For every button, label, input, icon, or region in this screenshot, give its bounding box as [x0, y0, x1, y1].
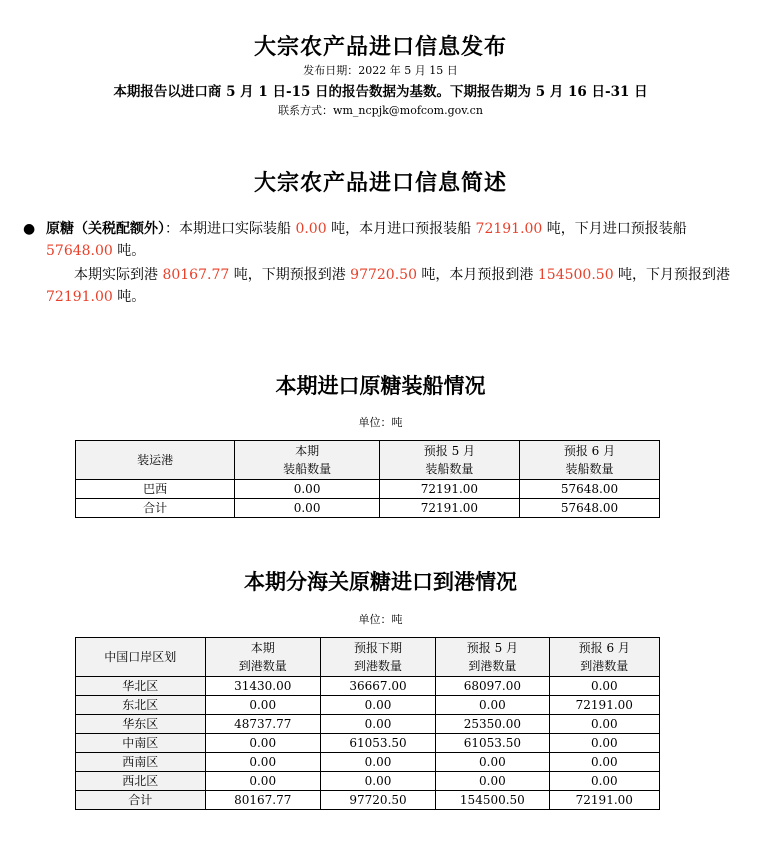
- table-header-row: [76, 638, 660, 677]
- table-cell: 154500.50: [436, 791, 549, 810]
- table-cell: 中南区: [76, 734, 206, 753]
- table-cell: 72191.00: [379, 480, 519, 499]
- summary-block: [23, 218, 736, 308]
- column-header: 中国口岸区划: [76, 638, 206, 677]
- table-cell: 57648.00: [519, 480, 659, 499]
- table-cell: 31430.00: [205, 677, 320, 696]
- summary-text: 吨，下月进口预报装船: [542, 221, 687, 237]
- table-cell: 0.00: [205, 772, 320, 791]
- table-cell: 36667.00: [320, 677, 435, 696]
- table-cell: 西北区: [76, 772, 206, 791]
- table-cell: 0.00: [549, 715, 659, 734]
- table-cell: 72191.00: [549, 696, 659, 715]
- value-next-period-arrival: 97720.50: [350, 267, 417, 283]
- table-row: [76, 715, 660, 734]
- table-cell: 0.00: [320, 753, 435, 772]
- summary-text: 吨，下月预报到港: [613, 267, 731, 283]
- table-cell: 合计: [76, 499, 235, 518]
- summary-text: 吨。: [112, 243, 146, 259]
- table-cell: 0.00: [320, 696, 435, 715]
- table-cell: 97720.50: [320, 791, 435, 810]
- summary-title: 大宗农产品进口信息简述: [253, 170, 507, 196]
- table-cell: 0.00: [549, 734, 659, 753]
- table-cell: 0.00: [235, 499, 380, 518]
- table-cell: 61053.50: [436, 734, 549, 753]
- table-row: [76, 772, 660, 791]
- value-month-arrival: 154500.50: [537, 267, 614, 283]
- table-row: [76, 480, 660, 499]
- table-row: [76, 696, 660, 715]
- table-cell: 西南区: [76, 753, 206, 772]
- table-cell: 25350.00: [436, 715, 549, 734]
- table-cell: 0.00: [436, 753, 549, 772]
- table-cell: 巴西: [76, 480, 235, 499]
- publish-date: 发布日期：2022 年 5 月 15 日: [303, 64, 458, 77]
- value-month-forecast-ship: 72191.00: [475, 221, 543, 237]
- shipping-title: 本期进口原糖装船情况: [275, 373, 486, 398]
- summary-text: 吨，下期预报到港: [229, 267, 351, 283]
- table-cell: 61053.50: [320, 734, 435, 753]
- shipping-table: [75, 440, 660, 518]
- table-cell: 72191.00: [549, 791, 659, 810]
- contact-info: 联系方式：wm_ncpjk@mofcom.gov.cn: [278, 104, 483, 117]
- arrival-unit: 单位：吨: [358, 613, 403, 626]
- summary-text: 本期实际到港: [74, 267, 163, 283]
- table-row: [76, 499, 660, 518]
- table-cell: 80167.77: [205, 791, 320, 810]
- table-cell: 48737.77: [205, 715, 320, 734]
- column-header: 装运港: [76, 441, 235, 480]
- summary-paragraph-1: [46, 218, 736, 262]
- table-cell: 0.00: [235, 480, 380, 499]
- table-row: [76, 677, 660, 696]
- value-next-month-arrival: 72191.00: [46, 289, 113, 305]
- arrival-title: 本期分海关原糖进口到港情况: [244, 569, 517, 594]
- column-header: 预报 6 月 装船数量: [519, 441, 659, 480]
- table-cell: 0.00: [320, 772, 435, 791]
- shipping-unit: 单位：吨: [358, 416, 403, 429]
- table-cell: 0.00: [436, 772, 549, 791]
- table-cell: 0.00: [549, 772, 659, 791]
- value-arrived: 80167.77: [162, 267, 230, 283]
- table-cell: 合计: [76, 791, 206, 810]
- column-header: 本期 装船数量: [235, 441, 380, 480]
- table-header-row: [76, 441, 660, 480]
- table-row: [76, 791, 660, 810]
- table-cell: 0.00: [436, 696, 549, 715]
- table-cell: 0.00: [320, 715, 435, 734]
- item-name: 原糖（关税配额外）: [46, 221, 165, 237]
- table-cell: 0.00: [205, 696, 320, 715]
- table-cell: 72191.00: [379, 499, 519, 518]
- table-cell: 东北区: [76, 696, 206, 715]
- arrival-table: [75, 637, 660, 810]
- value-next-month-ship: 57648.00: [46, 243, 113, 259]
- summary-text: ：本期进口实际装船: [165, 221, 296, 237]
- summary-text: 吨，本月预报到港: [416, 267, 538, 283]
- column-header: 本期 到港数量: [205, 638, 320, 677]
- table-cell: 华东区: [76, 715, 206, 734]
- table-row: [76, 753, 660, 772]
- summary-paragraph-2: [46, 264, 736, 308]
- table-cell: 华北区: [76, 677, 206, 696]
- table-cell: 0.00: [205, 734, 320, 753]
- page-title: 大宗农产品进口信息发布: [253, 34, 507, 60]
- column-header: 预报下期 到港数量: [320, 638, 435, 677]
- table-cell: 0.00: [549, 677, 659, 696]
- table-cell: 0.00: [205, 753, 320, 772]
- table-cell: 57648.00: [519, 499, 659, 518]
- column-header: 预报 5 月 装船数量: [379, 441, 519, 480]
- column-header: 预报 6 月 到港数量: [549, 638, 659, 677]
- column-header: 预报 5 月 到港数量: [436, 638, 549, 677]
- table-cell: 68097.00: [436, 677, 549, 696]
- table-cell: 0.00: [549, 753, 659, 772]
- table-row: [76, 734, 660, 753]
- summary-text: 吨。: [112, 289, 146, 305]
- summary-text: 吨，本月进口预报装船: [326, 221, 476, 237]
- bullet-icon: ●: [23, 221, 36, 237]
- value-shipped: 0.00: [295, 221, 327, 237]
- period-note: 本期报告以进口商 5 月 1 日-15 日的报告数据为基数。下期报告期为 5 月 16 日-31 日: [113, 84, 648, 100]
